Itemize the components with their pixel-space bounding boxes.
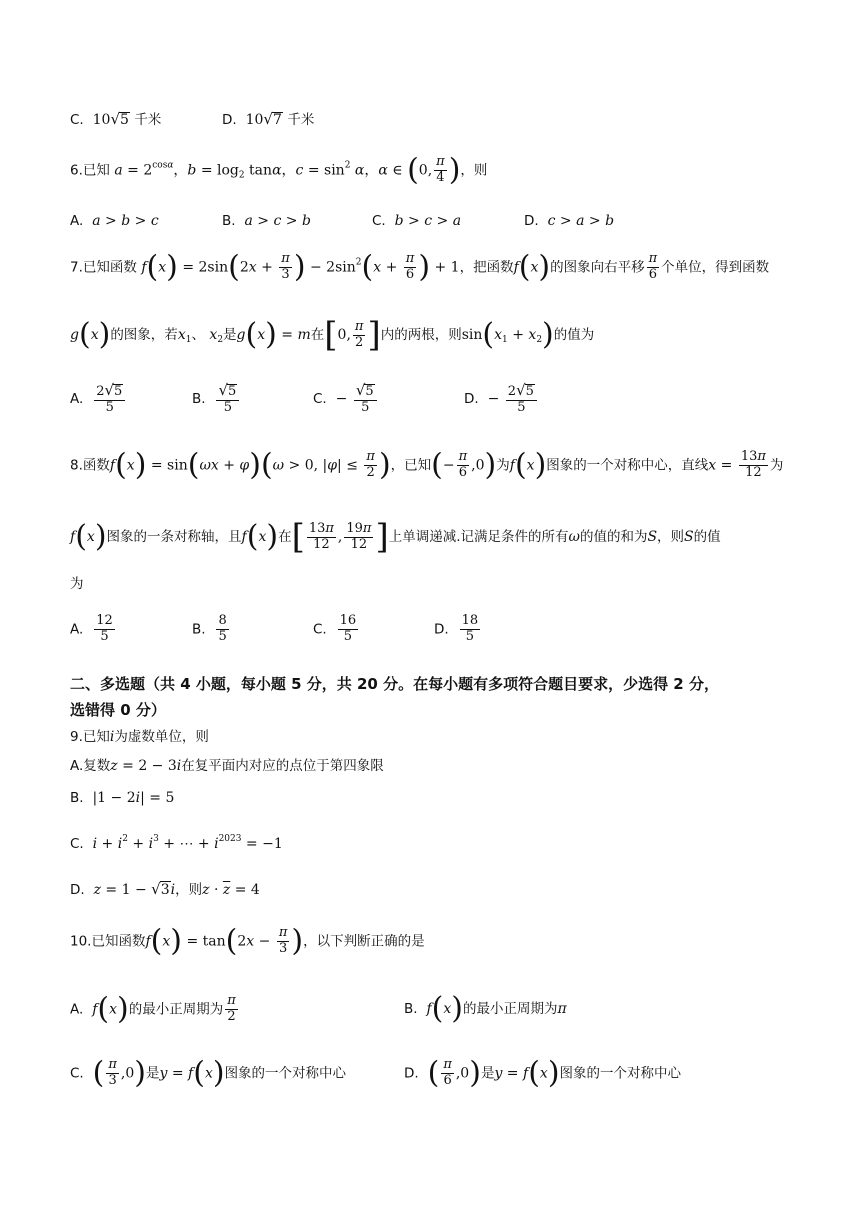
q10-option-d[interactable]: D. ( $\frac{\pi}{6}$ ,0)是y = f(x)图象的一个对称中心 <box>404 1055 682 1091</box>
question-8-line3: 为 <box>70 576 84 592</box>
q8-option-b[interactable]: B. $\frac{8}{5}$ <box>192 613 227 644</box>
question-8-stem: 8.函数f(x) = sin(ωx + φ)(ω > 0, |φ| ≤ $\frac{\pi}{2}$ )，已知(− $\frac{\pi}{6}$ ,0)为f(x)图象的一个对称中心，直线x = $\frac{13\pi}{12}$ 为 <box>70 447 784 483</box>
q9-option-a[interactable]: A.复数z = 2 − 3i在复平面内对应的点位于第四象限 <box>70 758 384 774</box>
q10-option-b[interactable]: B. f(x)的最小正周期为π <box>404 991 567 1026</box>
q9-option-b[interactable]: B. |1 − 2i| = 5 <box>70 790 175 806</box>
q8-option-a[interactable]: A. $\frac{12}{5}$ <box>70 613 113 644</box>
q6-option-b[interactable]: B. a > c > b <box>222 213 311 229</box>
q8-option-d[interactable]: D. $\frac{18}{5}$ <box>434 613 479 644</box>
q6-option-c[interactable]: C. b > c > a <box>372 213 462 229</box>
q7-option-d[interactable]: D. − $\frac{2√5}{5}$ <box>464 382 539 416</box>
q10-option-a[interactable]: A. f(x)的最小正周期为 $\frac{\pi}{2}$ <box>70 991 236 1027</box>
question-8-line2: f(x)图象的一条对称轴，且f(x)在[ $\frac{13\pi}{12}$ , $\frac{19\pi}{12}$ ]上单调递减.记满足条件的所有ω的值的和为S，则S的值 <box>70 517 721 557</box>
q6-option-d[interactable]: D. c > a > b <box>524 213 615 229</box>
q9-option-c[interactable]: C. $i + i^2 + i^3$ + ⋯ + $i^{2023} = -1$ <box>70 834 283 852</box>
question-7-line2: g(x)的图象，若$x_1$、 $x_2$是g(x) = m在[0, $\frac{\pi}{2}$ ]内的两根，则$\sin(x_1 + x_2)$的值为 <box>70 315 595 355</box>
q10-option-c[interactable]: C. ( $\frac{\pi}{3}$ ,0)是y = f(x)图象的一个对称中心 <box>70 1055 347 1091</box>
q9-option-d[interactable]: D. z = 1 − √3i，则$z \cdot \overline{z} = 4$ <box>70 880 260 898</box>
q8-option-c[interactable]: C. $\frac{16}{5}$ <box>313 613 357 644</box>
section-2-heading-line2: 选错得 0 分） <box>70 701 166 719</box>
q5-option-c[interactable]: C. 10√5 千米 <box>70 110 162 128</box>
question-9-stem: 9.已知i为虚数单位，则 <box>70 729 209 745</box>
question-10-stem: 10.已知函数f(x) = tan(2x − $\frac{\pi}{3}$ )，以下判断正确的是 <box>70 923 425 959</box>
question-6-stem: 6.已知 $a = 2^{cos\alpha}$，$b = \log_2 \tan\alpha$，$c = \sin^2 \alpha$，α ∈ (0, $\frac{\pi}{4}$ )，则 <box>70 152 488 188</box>
q6-option-a[interactable]: A. a > b > c <box>70 213 159 229</box>
section-2-heading-line1: 二、多选题（共 4 小题，每小题 5 分，共 20 分。在每小题有多项符合题目要求，少选得 2 分， <box>70 675 719 693</box>
q7-option-a[interactable]: A. $\frac{2√5}{5}$ <box>70 382 127 416</box>
question-7-stem: 7.已知函数 f(x) = 2sin(2x + $\frac{\pi}{3}$ ) − $2\sin^2(x$ + $\frac{\pi}{6}$ ) + 1，把函数f(x)的图象向右平移 $\frac{\pi}{6}$ 个单位，得到函数 <box>70 249 770 285</box>
q7-option-b[interactable]: B. $\frac{√5}{5}$ <box>192 382 241 416</box>
q7-option-c[interactable]: C. − $\frac{√5}{5}$ <box>313 382 379 416</box>
q5-option-d[interactable]: D. 10√7 千米 <box>222 110 315 128</box>
q5-options <box>70 110 315 128</box>
